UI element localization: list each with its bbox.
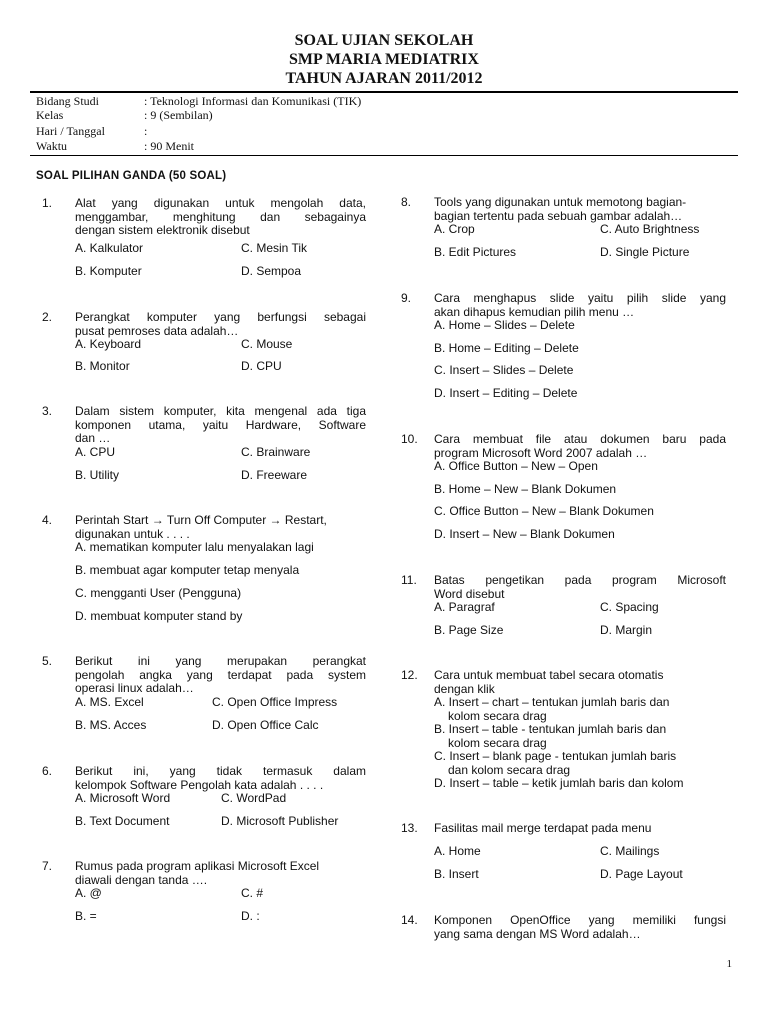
question-line: pengolah angka yang terdapat pada system <box>75 667 366 682</box>
option-a[interactable]: A. Crop <box>434 222 475 236</box>
option-c[interactable]: C. Open Office Impress <box>212 695 338 709</box>
question-text <box>75 514 366 541</box>
option-a[interactable]: A. Home – Slides – Delete <box>434 318 575 332</box>
option-d[interactable]: D. Insert – Editing – Delete <box>434 386 578 400</box>
question-text <box>75 197 366 238</box>
question-line: kelompok Software Pengolah kata adalah . . . . <box>75 777 324 792</box>
question-number: 8. <box>401 195 412 209</box>
question-line: dengan klik <box>434 681 495 696</box>
option-c[interactable]: C. Auto Brightness <box>600 222 700 236</box>
option-a[interactable]: A. Office Button – New – Open <box>434 459 598 473</box>
question-text <box>434 433 726 460</box>
option-d[interactable]: D. Insert – New – Blank Dokumen <box>434 527 615 541</box>
question-line: Berikut ini, yang tidak termasuk dalam <box>75 764 366 778</box>
option-d[interactable]: D. Microsoft Publisher <box>221 814 339 828</box>
question-line: komponen utama, yaitu Hardware, Software <box>75 417 366 432</box>
question-line: dengan sistem elektronik disebut <box>75 223 250 237</box>
option-d[interactable]: D. Open Office Calc <box>212 718 319 732</box>
section-title: SOAL PILIHAN GANDA (50 SOAL) <box>36 170 227 182</box>
question-number: 5. <box>42 654 53 668</box>
question-line: Batas pengetikan pada program Microsoft <box>434 573 726 587</box>
option-c[interactable]: C. Spacing <box>600 600 659 614</box>
option-d[interactable]: D. membuat komputer stand by <box>75 609 243 623</box>
question-number: 6. <box>42 764 53 778</box>
question-text <box>434 669 726 696</box>
option-d[interactable]: D. Page Layout <box>600 867 683 881</box>
question-number: 7. <box>42 859 53 873</box>
option-b[interactable]: B. Page Size <box>434 623 504 637</box>
option-a[interactable]: A. mematikan komputer lalu menyalakan lagi <box>75 540 314 554</box>
option-a[interactable]: A. Paragraf <box>434 600 495 614</box>
option-a-continued: kolom secara drag <box>448 709 547 723</box>
header-divider <box>30 91 738 93</box>
question-line: Rumus pada program aplikasi Microsoft Excel <box>75 859 320 873</box>
info-label: Bidang Studi <box>36 94 100 108</box>
option-b[interactable]: B. Home – New – Blank Dokumen <box>434 482 617 496</box>
question-line: yang sama dengan MS Word adalah… <box>434 926 641 941</box>
option-c[interactable]: C. Mesin Tik <box>241 241 308 255</box>
option-a[interactable]: A. CPU <box>75 445 116 459</box>
option-c-continued: dan kolom secara drag <box>448 763 571 777</box>
question-line: program Microsoft Word 2007 adalah … <box>434 445 648 460</box>
question-text <box>434 914 726 941</box>
option-a[interactable]: A. Kalkulator <box>75 241 144 255</box>
option-d[interactable]: D. : <box>241 909 260 923</box>
question-line: Dalam sistem komputer, kita mengenal ada tiga <box>75 404 366 418</box>
question-line: Fasilitas mail merge terdapat pada menu <box>434 821 652 835</box>
option-b-continued: kolom secara drag <box>448 736 547 750</box>
option-b[interactable]: B. Monitor <box>75 359 130 373</box>
question-line: Perintah Start → Turn Off Computer → Restart, <box>75 513 327 527</box>
question-number: 14. <box>401 913 418 927</box>
question-line: Komponen OpenOffice yang memiliki fungsi <box>434 913 726 927</box>
question-text <box>75 765 366 792</box>
question-line: pusat pemroses data adalah… <box>75 323 239 338</box>
question-line: bagian tertentu pada sebuah gambar adalah… <box>434 208 683 223</box>
option-d[interactable]: D. CPU <box>241 359 282 373</box>
option-a[interactable]: A. Keyboard <box>75 337 142 351</box>
option-b[interactable]: B. Insert – table - tentukan jumlah baris dan <box>434 722 667 736</box>
option-d[interactable]: D. Freeware <box>241 468 308 482</box>
option-c[interactable]: C. Brainware <box>241 445 311 459</box>
question-line: digunakan untuk . . . . <box>75 526 190 541</box>
option-a[interactable]: A. Microsoft Word <box>75 791 171 805</box>
option-b[interactable]: B. Komputer <box>75 264 142 278</box>
school-exam-title: SOAL UJIAN SEKOLAH <box>294 32 474 49</box>
question-line: Cara untuk membuat tabel secara otomatis <box>434 668 664 682</box>
question-line: Berikut ini yang merupakan perangkat <box>75 654 366 668</box>
question-text <box>75 405 366 446</box>
question-number: 11. <box>401 573 417 587</box>
question-text <box>434 292 726 319</box>
question-text <box>75 860 366 887</box>
option-d[interactable]: D. Insert – table – ketik jumlah baris dan kolom <box>434 776 684 790</box>
question-number: 4. <box>42 513 53 527</box>
option-d[interactable]: D. Margin <box>600 623 653 637</box>
option-a[interactable]: A. Insert – chart – tentukan jumlah baris dan <box>434 695 670 709</box>
question-line: diawali dengan tanda …. <box>75 872 208 887</box>
question-line: Tools yang digunakan untuk memotong bagian- <box>434 195 687 209</box>
option-c[interactable]: C. mengganti User (Pengguna) <box>75 586 242 600</box>
info-value: : <box>144 124 148 138</box>
option-a[interactable]: A. Home <box>434 844 481 858</box>
school-name: SMP MARIA MEDIATRIX <box>289 51 479 68</box>
info-value: : 9 (Sembilan) <box>144 108 213 122</box>
option-b[interactable]: B. = <box>75 909 97 923</box>
question-text <box>75 655 366 696</box>
question-line: akan dihapus kemudian pilih menu … <box>434 304 635 319</box>
question-number: 12. <box>401 668 418 682</box>
option-b[interactable]: B. Home – Editing – Delete <box>434 341 579 355</box>
question-line: Word disebut <box>434 586 505 601</box>
info-divider <box>30 155 738 156</box>
question-text <box>434 196 726 223</box>
info-value: : Teknologi Informasi dan Komunikasi (TIK) <box>144 94 362 108</box>
option-c[interactable]: C. Insert – blank page - tentukan jumlah baris <box>434 749 677 763</box>
info-label: Waktu <box>36 139 68 153</box>
question-text <box>75 311 366 338</box>
question-number: 3. <box>42 404 53 418</box>
option-d[interactable]: D. Sempoa <box>241 264 302 278</box>
question-line: Cara menghapus slide yaitu pilih slide yang <box>434 291 726 305</box>
question-line: dan … <box>75 431 111 445</box>
question-number: 9. <box>401 291 412 305</box>
question-number: 1. <box>42 196 53 210</box>
question-line: Alat yang digunakan untuk mengolah data, <box>75 196 366 210</box>
question-line: Perangkat komputer yang berfungsi sebagai <box>75 310 366 324</box>
option-d[interactable]: D. Single Picture <box>600 245 690 259</box>
option-c[interactable]: C. Mouse <box>241 337 293 351</box>
question-line: menggambar, menghitung dan sebagainya <box>75 209 366 224</box>
question-line: Cara membuat file atau dokumen baru pada <box>434 432 726 446</box>
option-c[interactable]: C. Office Button – New – Blank Dokumen <box>434 504 654 518</box>
option-c[interactable]: C. Insert – Slides – Delete <box>434 363 574 377</box>
option-b[interactable]: B. Edit Pictures <box>434 245 517 259</box>
question-text <box>434 574 726 601</box>
question-number: 2. <box>42 310 53 324</box>
option-a[interactable]: A. MS. Excel <box>75 695 144 709</box>
option-b[interactable]: B. Text Document <box>75 814 170 828</box>
option-b[interactable]: B. Utility <box>75 468 120 482</box>
question-number: 10. <box>401 432 418 446</box>
option-c[interactable]: C. Mailings <box>600 844 660 858</box>
question-line: operasi linux adalah… <box>75 681 194 695</box>
option-a[interactable]: A. @ <box>75 886 102 900</box>
info-value: : 90 Menit <box>144 139 194 153</box>
question-number: 13. <box>401 821 418 835</box>
question-text <box>434 822 726 836</box>
option-b[interactable]: B. MS. Acces <box>75 718 147 732</box>
page-number: 1 <box>726 958 732 970</box>
option-b[interactable]: B. Insert <box>434 867 479 881</box>
option-c[interactable]: C. # <box>241 886 264 900</box>
academic-year: TAHUN AJARAN 2011/2012 <box>285 70 483 87</box>
option-b[interactable]: B. membuat agar komputer tetap menyala <box>75 563 300 577</box>
info-label: Hari / Tanggal <box>36 124 105 138</box>
option-c[interactable]: C. WordPad <box>221 791 287 805</box>
info-label: Kelas <box>36 108 64 122</box>
